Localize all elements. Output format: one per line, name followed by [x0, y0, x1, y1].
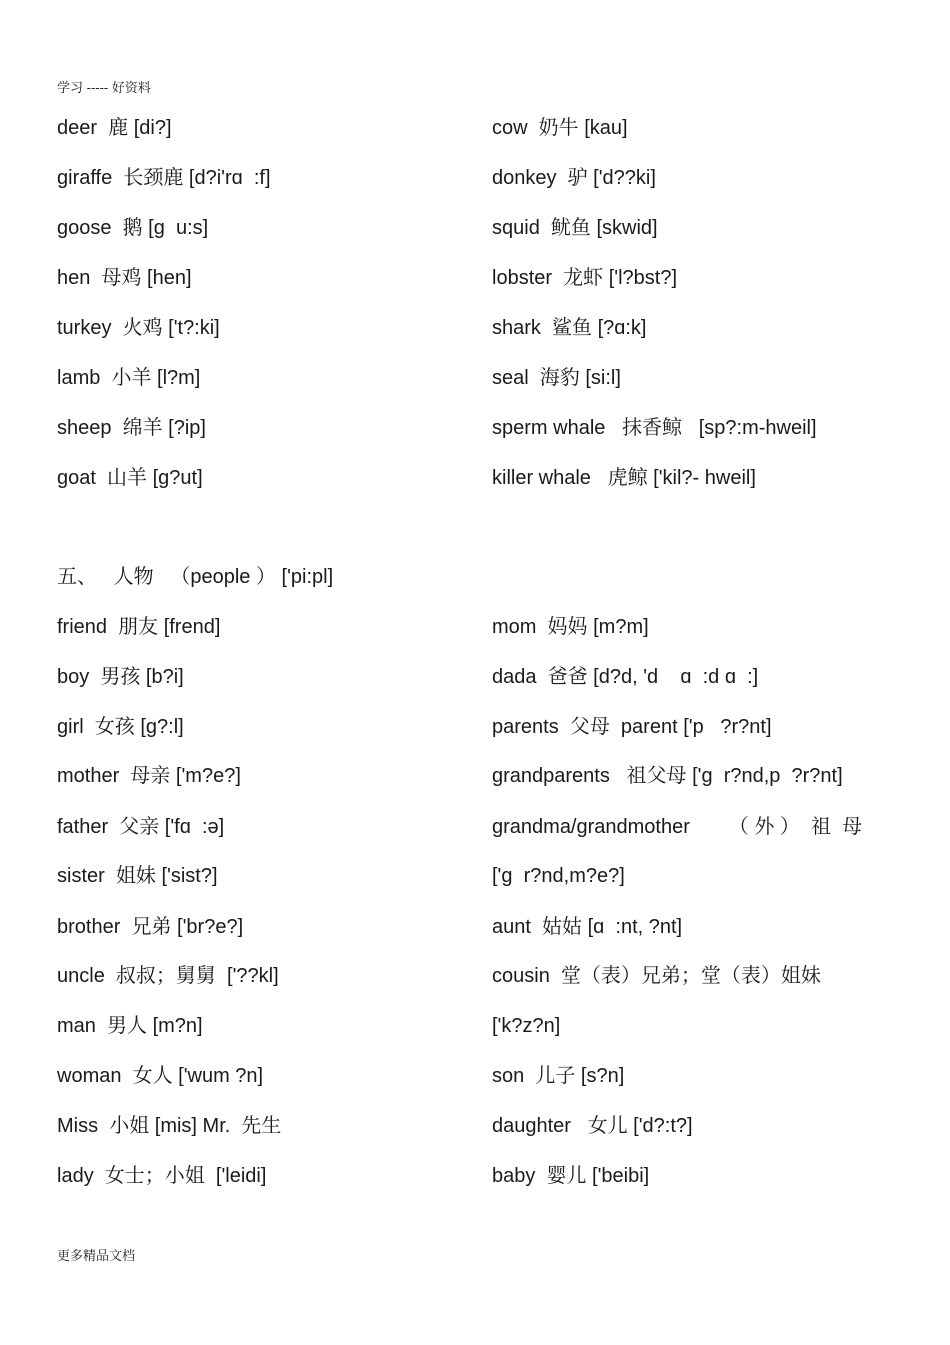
- vocab-entry: mom 妈妈 [m?m]: [492, 616, 649, 638]
- vocab-entry: friend 朋友 [frend]: [57, 616, 221, 638]
- vocab-entry: grandparents 祖父母 ['ɡ r?nd,p ?r?nt]: [492, 765, 843, 787]
- page-header: 学习 ----- 好资料: [57, 80, 151, 95]
- vocab-entry: sperm whale 抹香鲸 [sp?:m-hweil]: [492, 417, 817, 439]
- vocab-entry: deer 鹿 [di?]: [57, 117, 172, 139]
- vocab-entry: goose 鹅 [ɡ u:s]: [57, 217, 209, 239]
- vocab-entry: sheep 绵羊 [?ip]: [57, 417, 206, 439]
- vocab-entry: dada 爸爸 [d?d, 'd ɑ :d ɑ :]: [492, 666, 759, 688]
- vocab-entry: aunt 姑姑 [ɑ :nt, ?nt]: [492, 916, 683, 938]
- vocab-entry: mother 母亲 ['m?e?]: [57, 765, 241, 787]
- vocab-entry: ['k?z?n]: [492, 1015, 561, 1037]
- page-footer: 更多精品文档: [57, 1248, 136, 1263]
- vocab-entry: cow 奶牛 [kau]: [492, 117, 628, 139]
- vocab-entry: man 男人 [m?n]: [57, 1015, 203, 1037]
- vocab-entry: hen 母鸡 [hen]: [57, 267, 192, 289]
- vocab-entry: lamb 小羊 [l?m]: [57, 367, 201, 389]
- vocab-entry: shark 鲨鱼 [?ɑ:k]: [492, 317, 647, 339]
- vocab-entry: brother 兄弟 ['br?e?]: [57, 916, 244, 938]
- vocab-entry: daughter 女儿 ['d?:t?]: [492, 1115, 693, 1137]
- vocab-entry: Miss 小姐 [mis] Mr. 先生: [57, 1115, 282, 1137]
- vocab-entry: cousin 堂（表）兄弟；堂（表）姐妹: [492, 965, 821, 987]
- vocab-entry: donkey 驴 ['d??ki]: [492, 167, 656, 189]
- vocab-entry: grandma/grandmother （ 外 ） 祖 母: [492, 816, 863, 838]
- vocab-entry: uncle 叔叔；舅舅 ['??kl]: [57, 965, 279, 987]
- vocab-entry: seal 海豹 [si:l]: [492, 367, 621, 389]
- vocab-entry: sister 姐妹 ['sist?]: [57, 865, 218, 887]
- vocab-entry: goat 山羊 [ɡ?ut]: [57, 467, 203, 489]
- vocab-entry: girl 女孩 [ɡ?:l]: [57, 716, 184, 738]
- vocab-entry: giraffe 长颈鹿 [d?i'rɑ :f]: [57, 167, 271, 189]
- vocab-entry: squid 鱿鱼 [skwid]: [492, 217, 658, 239]
- section-title: 五、 人物 （people ） ['pi:pl]: [57, 566, 334, 588]
- vocab-entry: ['ɡ r?nd,m?e?]: [492, 865, 625, 887]
- vocab-entry: father 父亲 ['fɑ :ə]: [57, 816, 225, 838]
- vocab-entry: killer whale 虎鲸 ['kil?- hweil]: [492, 467, 756, 489]
- vocab-entry: lady 女士；小姐 ['leidi]: [57, 1165, 267, 1187]
- vocab-entry: boy 男孩 [b?i]: [57, 666, 184, 688]
- vocab-entry: son 儿子 [s?n]: [492, 1065, 625, 1087]
- vocab-entry: lobster 龙虾 ['l?bst?]: [492, 267, 677, 289]
- vocab-entry: turkey 火鸡 ['t?:ki]: [57, 317, 220, 339]
- vocab-entry: baby 婴儿 ['beibi]: [492, 1165, 650, 1187]
- vocab-entry: woman 女人 ['wum ?n]: [57, 1065, 264, 1087]
- vocab-entry: parents 父母 parent ['p ?r?nt]: [492, 716, 772, 738]
